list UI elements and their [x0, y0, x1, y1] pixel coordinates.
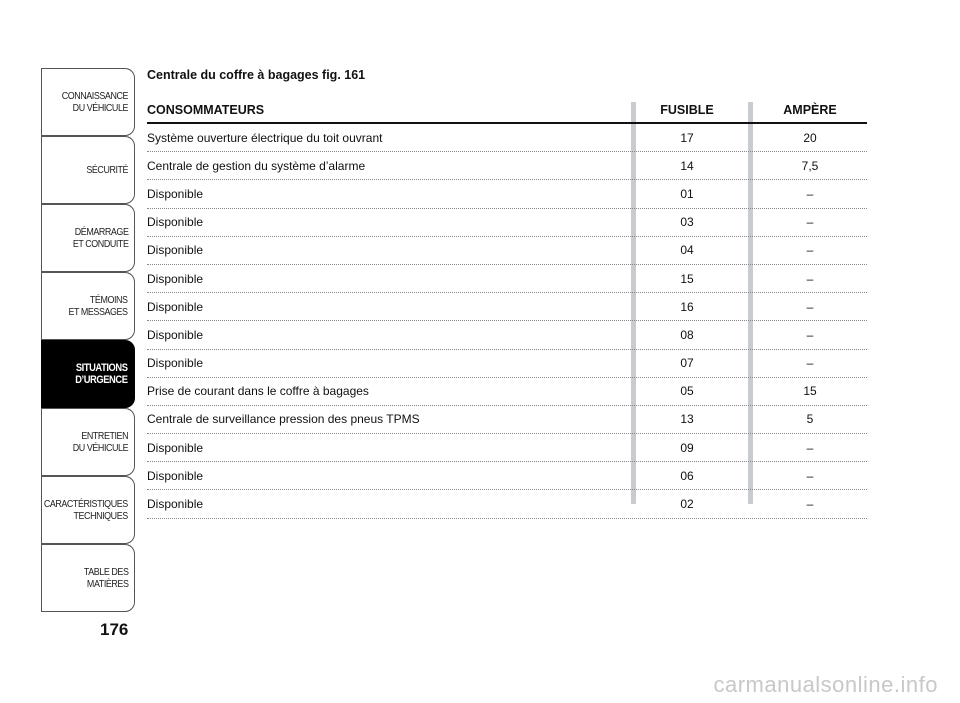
tab-caracteristiques-techniques[interactable] — [41, 476, 135, 544]
tab-connaissance-du-vehicule[interactable] — [41, 68, 135, 136]
cell-consommateur: Disponible — [147, 468, 204, 483]
tab-label: CONNAISSANCE DU VÉHICULE — [61, 90, 128, 114]
cell-consommateur: Disponible — [147, 299, 204, 314]
cell-consommateur: Disponible — [147, 243, 204, 258]
table-row — [147, 406, 867, 434]
fuse-table — [147, 98, 867, 519]
cell-consommateur: Disponible — [147, 186, 204, 201]
header-consommateurs: CONSOMMATEURS — [147, 103, 265, 117]
cell-ampere: 20 — [803, 130, 817, 145]
table-body — [147, 124, 867, 519]
cell-consommateur: Disponible — [147, 327, 204, 342]
cell-fusible: 04 — [680, 243, 694, 258]
header-ampere: AMPÈRE — [783, 103, 837, 117]
table-row — [147, 180, 867, 208]
header-fusible: FUSIBLE — [660, 103, 714, 117]
cell-fusible: 01 — [680, 186, 694, 201]
cell-ampere: 15 — [803, 384, 817, 399]
cell-ampere: 5 — [806, 412, 814, 427]
tab-label: DÉMARRAGE ET CONDUITE — [72, 226, 128, 250]
cell-consommateur: Prise de courant dans le coffre à bagages — [147, 384, 369, 399]
tab-label: CARACTÉRISTIQUES TECHNIQUES — [44, 498, 128, 522]
cell-fusible: 08 — [680, 327, 694, 342]
cell-fusible: 07 — [680, 356, 694, 371]
cell-ampere: – — [806, 327, 814, 342]
table-row — [147, 490, 867, 518]
cell-fusible: 13 — [680, 412, 694, 427]
cell-consommateur: Disponible — [147, 440, 204, 455]
tab-securite[interactable] — [41, 136, 135, 204]
cell-fusible: 02 — [680, 497, 694, 512]
cell-fusible: 14 — [680, 158, 694, 173]
table-row — [147, 378, 867, 406]
tab-label: TÉMOINS ET MESSAGES — [68, 294, 128, 318]
cell-ampere: – — [806, 243, 814, 258]
watermark: carmanualsonline.info — [713, 672, 938, 697]
cell-ampere: – — [806, 186, 814, 201]
cell-ampere: 7,5 — [801, 158, 819, 173]
table-row — [147, 434, 867, 462]
cell-ampere: – — [806, 271, 814, 286]
cell-ampere: – — [806, 299, 814, 314]
section-title: Centrale du coffre à bagages fig. 161 — [147, 68, 366, 82]
cell-ampere: – — [806, 356, 814, 371]
page-number: 176 — [100, 620, 129, 639]
tab-entretien-du-vehicule[interactable] — [41, 408, 135, 476]
tab-demarrage-et-conduite[interactable] — [41, 204, 135, 272]
tab-situations-d-urgence[interactable] — [41, 340, 135, 408]
table-row — [147, 237, 867, 265]
cell-fusible: 05 — [680, 384, 694, 399]
cell-fusible: 17 — [680, 130, 694, 145]
table-row — [147, 265, 867, 293]
table-row — [147, 462, 867, 490]
table-row — [147, 293, 867, 321]
cell-ampere: – — [806, 468, 814, 483]
tab-label: TABLE DES MATIÈRES — [83, 566, 128, 590]
table-row — [147, 209, 867, 237]
tab-label: ENTRETIEN DU VÉHICULE — [72, 430, 128, 454]
cell-consommateur: Centrale de surveillance pression des pneus TPMS — [147, 412, 420, 427]
cell-fusible: 09 — [680, 440, 694, 455]
cell-ampere: – — [806, 440, 814, 455]
table-row — [147, 124, 867, 152]
cell-fusible: 06 — [680, 468, 694, 483]
tab-label: SÉCURITÉ — [86, 164, 128, 176]
chapter-tabs — [41, 68, 135, 612]
cell-ampere: – — [806, 497, 814, 512]
cell-fusible: 16 — [680, 299, 694, 314]
cell-consommateur: Système ouverture électrique du toit ouvrant — [147, 130, 383, 145]
cell-consommateur: Centrale de gestion du système d’alarme — [147, 158, 366, 173]
cell-consommateur: Disponible — [147, 356, 204, 371]
cell-ampere: – — [806, 215, 814, 230]
tab-table-des-matieres[interactable] — [41, 544, 135, 612]
cell-consommateur: Disponible — [147, 215, 204, 230]
cell-consommateur: Disponible — [147, 271, 204, 286]
tab-temoins-et-messages[interactable] — [41, 272, 135, 340]
table-row — [147, 321, 867, 349]
table-header — [147, 98, 867, 124]
table-row — [147, 152, 867, 180]
cell-fusible: 03 — [680, 215, 694, 230]
cell-consommateur: Disponible — [147, 497, 204, 512]
tab-label: SITUATIONS D’URGENCE — [75, 362, 128, 386]
cell-fusible: 15 — [680, 271, 694, 286]
table-row — [147, 350, 867, 378]
